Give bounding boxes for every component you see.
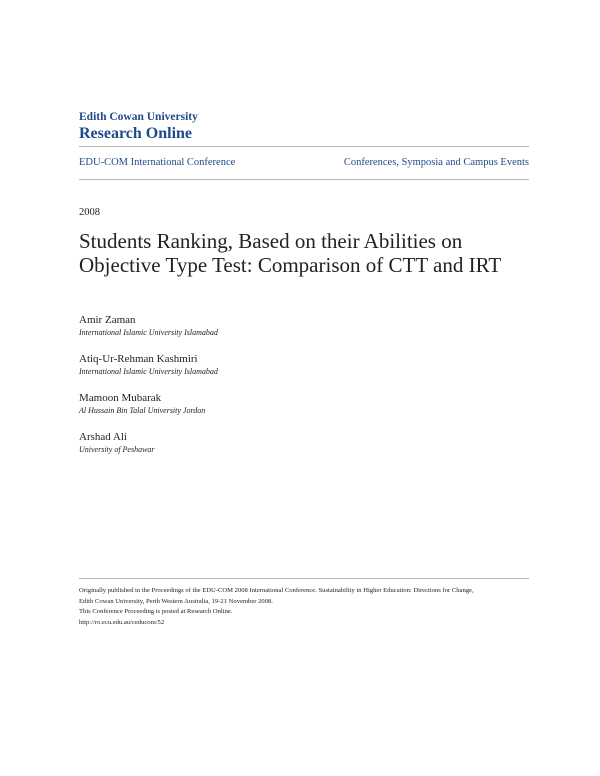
author-affiliation: Al Hussain Bin Talal University Jordon <box>79 406 206 415</box>
divider-top <box>79 146 529 147</box>
author-entry <box>79 313 529 338</box>
author-entry <box>79 391 529 416</box>
university-link[interactable]: Edith Cowan University <box>79 111 198 123</box>
publication-year: 2008 <box>79 207 100 218</box>
author-affiliation: University of Peshawar <box>79 445 155 454</box>
author-affiliation: International Islamic University Islamabad <box>79 367 218 376</box>
author-entry <box>79 430 529 455</box>
collection-links <box>79 157 529 171</box>
divider-footer <box>79 578 529 579</box>
author-name: Mamoon Mubarak <box>79 392 162 404</box>
author-name: Arshad Ali <box>79 431 127 443</box>
paper-title: Students Ranking, Based on their Abilities on Objective Type Test: Comparison of CTT and IRT <box>79 229 502 277</box>
footer-url-link[interactable]: http://ro.ecu.edu.au/ceducom/52 <box>79 618 165 626</box>
author-name: Atiq-Ur-Rehman Kashmiri <box>79 353 198 365</box>
repository-link[interactable]: Research Online <box>79 125 193 142</box>
divider-middle <box>79 179 529 180</box>
author-affiliation: International Islamic University Islamabad <box>79 328 218 337</box>
author-name: Amir Zaman <box>79 314 136 326</box>
author-list <box>79 313 529 469</box>
footer-posting-note: This Conference Proceeding is posted at Research Online. <box>79 608 233 615</box>
footer-venue-note: Edith Cowan University, Perth Western Australia, 19-21 November 2008. <box>79 597 273 605</box>
citation-footer <box>79 586 529 628</box>
repository-header <box>79 110 198 144</box>
footer-publication-note: Originally published in the Proceedings of the EDU-COM 2008 International Conference. Sustainability in Higher Education: Directions for Change, <box>79 587 474 594</box>
conference-collection-link[interactable]: EDU-COM International Conference <box>79 157 236 168</box>
events-collection-link[interactable]: Conferences, Symposia and Campus Events <box>343 157 529 168</box>
author-entry <box>79 352 529 377</box>
